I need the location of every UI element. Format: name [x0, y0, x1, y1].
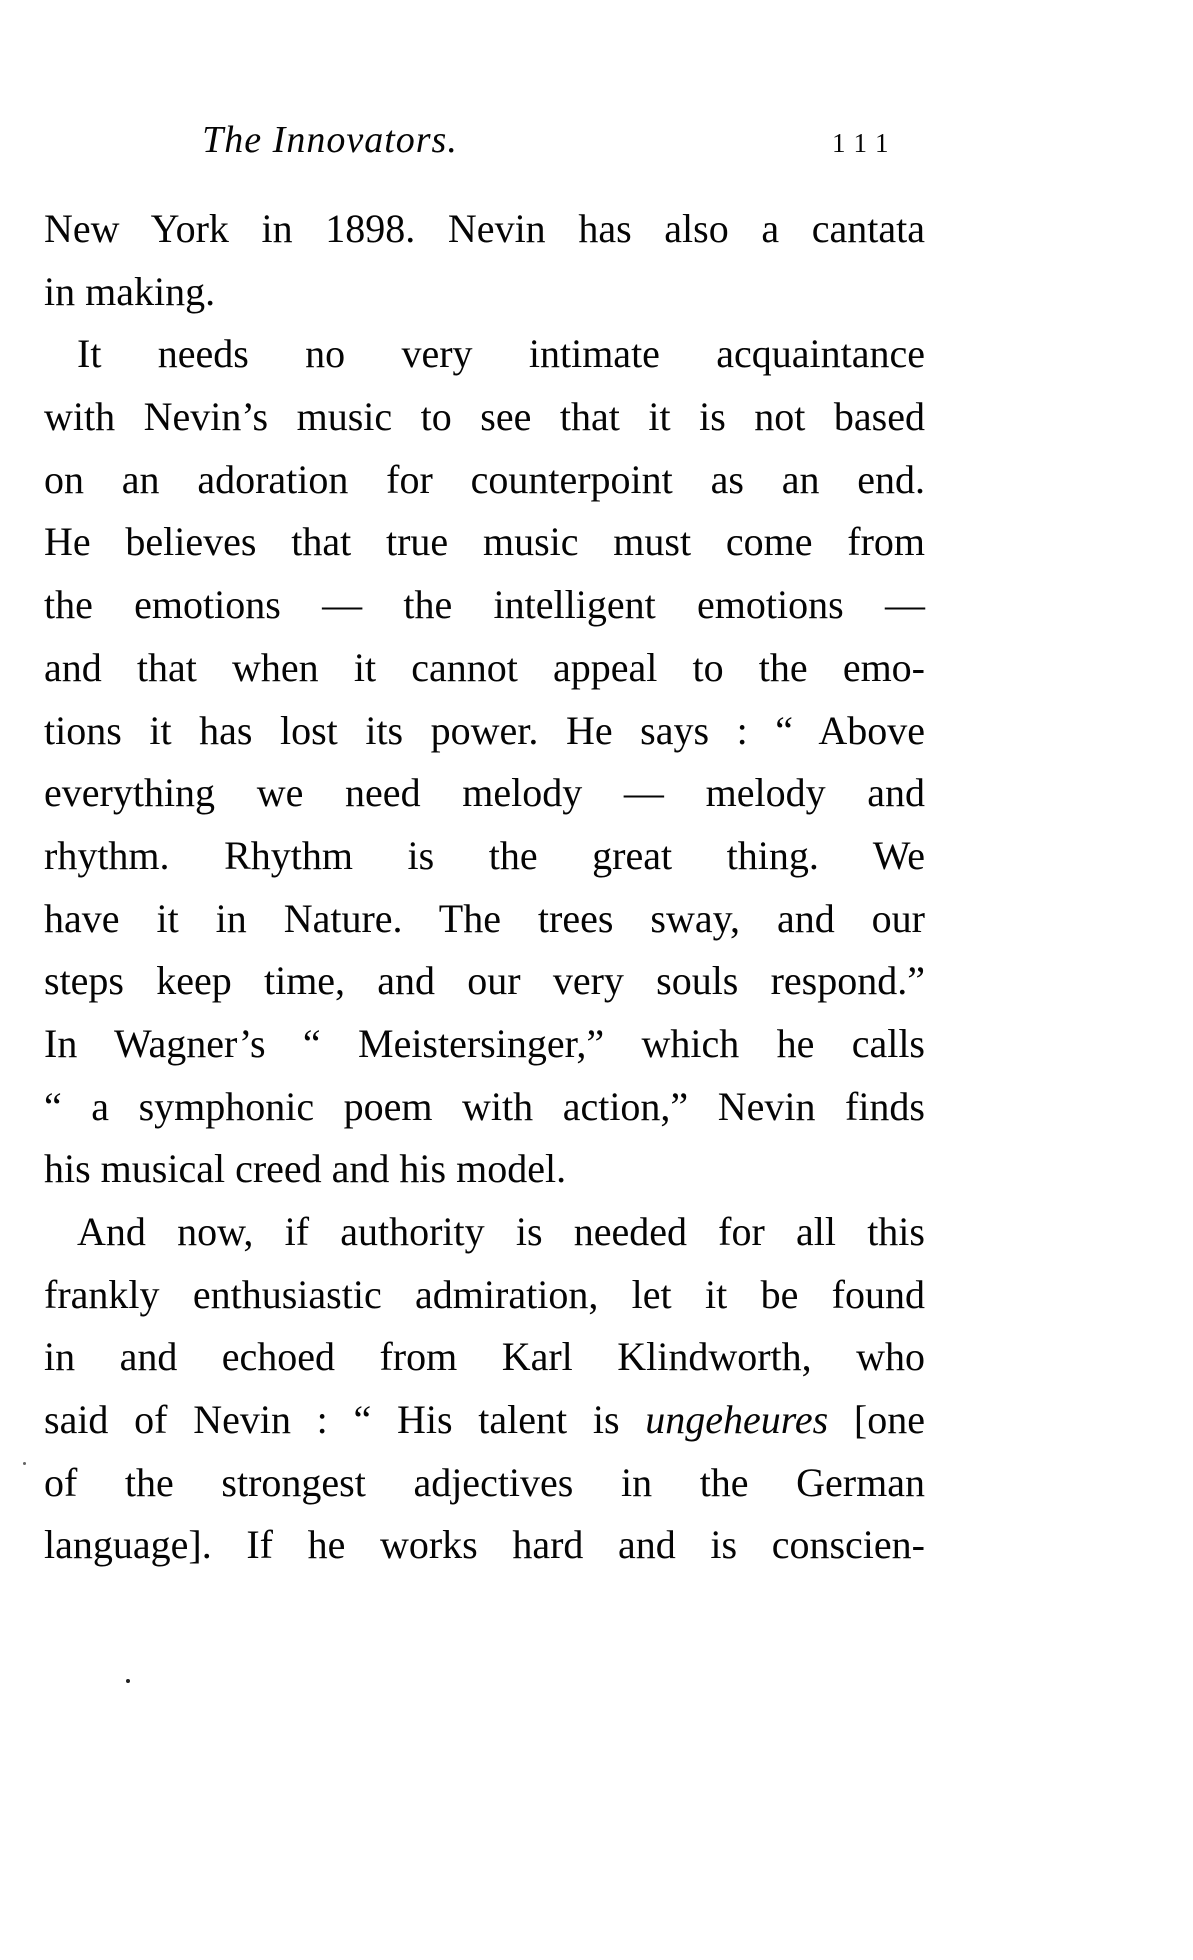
text-line: the emotions — the intelligent emotions — — [44, 582, 925, 628]
text-line: in making. — [44, 268, 216, 314]
text-line: and that when it cannot appeal to the emo- — [44, 644, 925, 690]
text-line: language]. If he works hard and is conscien- — [44, 1522, 925, 1568]
scan-speck — [126, 1679, 130, 1683]
text-line: “ a symphonic poem with action,” Nevin finds — [44, 1083, 925, 1129]
text-line: with Nevin’s music to see that it is not based — [44, 394, 925, 440]
text-line: in and echoed from Karl Klindworth, who — [44, 1334, 925, 1380]
body-text-block — [44, 198, 925, 1577]
text-line: rhythm. Rhythm is the great thing. We — [44, 832, 925, 878]
text-line: tions it has lost its power. He says : “ Above — [44, 707, 925, 753]
page-number: 111 — [832, 128, 898, 158]
text-line: It needs no very intimate acquaintance — [77, 331, 925, 377]
text-line — [44, 1389, 925, 1452]
text-line: everything we need melody — melody and — [44, 770, 925, 816]
text-line: In Wagner’s “ Meistersinger,” which he calls — [44, 1020, 925, 1066]
italic-foreign-word: ungeheures — [645, 1397, 829, 1443]
text-line: frankly enthusiastic admiration, let it be found — [44, 1271, 925, 1317]
text-line: steps keep time, and our very souls respond.” — [44, 958, 925, 1004]
running-header-title: The Innovators. — [202, 119, 458, 161]
text-line: of the strongest adjectives in the German — [44, 1459, 925, 1505]
text-line: have it in Nature. The trees sway, and our — [44, 895, 925, 941]
text-segment: said of Nevin : “ His talent is — [44, 1397, 646, 1443]
text-line: He believes that true music must come from — [44, 519, 925, 565]
text-segment: [one — [828, 1397, 926, 1443]
text-line: And now, if authority is needed for all this — [77, 1209, 925, 1254]
text-line: his musical creed and his model. — [44, 1146, 567, 1192]
scan-speck — [23, 1462, 26, 1465]
text-line: New York in 1898. Nevin has also a cantata — [44, 206, 925, 251]
text-line: on an adoration for counterpoint as an end. — [44, 456, 925, 502]
